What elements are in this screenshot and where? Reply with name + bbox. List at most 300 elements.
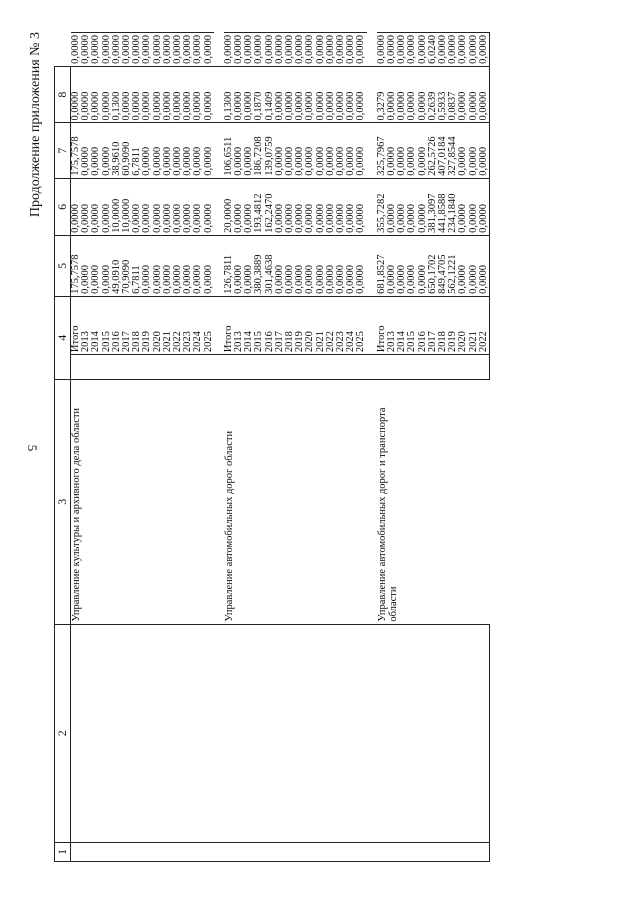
cell-spacer [326, 355, 336, 380]
cell-col2 [142, 624, 152, 842]
cell-col2 [91, 624, 101, 842]
cell-value: 0,0000 [112, 33, 122, 67]
cell-year: 2018 [285, 296, 295, 354]
cell-year: 2013 [81, 296, 91, 354]
cell-year: 2014 [91, 296, 101, 354]
cell-value: 0,0000 [183, 235, 193, 296]
cell-value: 186,7208 [254, 123, 264, 178]
cell-col2 [122, 624, 132, 842]
cell-value: 0,0000 [469, 66, 479, 123]
gap-cell [367, 624, 377, 842]
cell-value: 0,0000 [91, 66, 101, 123]
cell-value: 0,0000 [81, 178, 91, 235]
cell-year: 2023 [336, 296, 346, 354]
cell-col2 [428, 624, 438, 842]
cell-spacer [234, 355, 244, 380]
cell-value: 0,0000 [387, 235, 397, 296]
col-header-8: 8 [55, 66, 71, 123]
cell-year: 2015 [407, 296, 417, 354]
cell-value: 0,0000 [91, 33, 101, 67]
cell-value: 0,0000 [81, 66, 91, 123]
cell-value: 0,0000 [163, 235, 173, 296]
cell-value: 0,0000 [397, 123, 407, 178]
cell-col1 [356, 842, 366, 861]
cell-value: 0,0000 [153, 123, 163, 178]
cell-spacer [122, 355, 132, 380]
cell-value: 0,0000 [153, 33, 163, 67]
cell-value: 38,9610 [112, 123, 122, 178]
cell-value: 0,0000 [132, 33, 142, 67]
cell-value: 0,0000 [234, 33, 244, 67]
org-name: Управление культуры и архивного дела области [71, 379, 214, 624]
cell-value: 0,0000 [254, 33, 264, 67]
cell-value: 0,0000 [275, 178, 285, 235]
cell-value: 0,0000 [469, 123, 479, 178]
cell-col1 [336, 842, 346, 861]
cell-value: 0,0000 [285, 66, 295, 123]
cell-col1 [71, 842, 82, 861]
cell-col1 [448, 842, 458, 861]
cell-value: 0,0000 [71, 33, 82, 67]
cell-value: 0,0000 [295, 33, 305, 67]
cell-value: 0,0000 [81, 235, 91, 296]
cell-year: 2018 [132, 296, 142, 354]
cell-value: 0,0000 [153, 178, 163, 235]
gap-cell [214, 355, 224, 380]
col-header-5: 5 [55, 235, 71, 296]
cell-value: 0,0000 [204, 235, 214, 296]
cell-year: 2015 [102, 296, 112, 354]
cell-col1 [305, 842, 315, 861]
cell-col1 [132, 842, 142, 861]
cell-col2 [193, 624, 203, 842]
cell-value: 0,0000 [275, 33, 285, 67]
cell-value: 0,0000 [295, 235, 305, 296]
cell-value: 0,0000 [183, 178, 193, 235]
cell-spacer [316, 355, 326, 380]
cell-value: 0,0000 [81, 33, 91, 67]
cell-value: 0,0000 [418, 33, 428, 67]
cell-value: 0,0000 [204, 66, 214, 123]
cell-col2 [336, 624, 346, 842]
cell-col1 [285, 842, 295, 861]
cell-value: 126,7811 [224, 235, 234, 296]
cell-value: 234,1840 [448, 178, 458, 235]
cell-year: 2014 [244, 296, 254, 354]
gap-cell [214, 842, 224, 861]
cell-value: 0,0000 [479, 33, 490, 67]
cell-spacer [102, 355, 112, 380]
cell-value: 0,0000 [469, 33, 479, 67]
cell-col1 [224, 842, 234, 861]
col-header-4: 4 [55, 296, 71, 379]
cell-col2 [265, 624, 275, 842]
cell-year: 2014 [397, 296, 407, 354]
cell-col2 [275, 624, 285, 842]
cell-value: 0,0000 [387, 33, 397, 67]
cell-value: 0,0000 [469, 235, 479, 296]
cell-col1 [204, 842, 214, 861]
cell-value: 0,0000 [193, 178, 203, 235]
cell-col2 [224, 624, 234, 842]
cell-value: 0,0000 [193, 123, 203, 178]
cell-value: 0,0000 [316, 178, 326, 235]
cell-col2 [254, 624, 264, 842]
cell-value: 0,0000 [234, 178, 244, 235]
cell-col2 [458, 624, 468, 842]
cell-value: 0,0000 [407, 235, 417, 296]
cell-col1 [265, 842, 275, 861]
cell-value: 0,0000 [244, 33, 254, 67]
cell-col1 [479, 842, 490, 861]
cell-year: 2024 [346, 296, 356, 354]
cell-value: 0,0000 [458, 178, 468, 235]
cell-value: 0,0000 [102, 178, 112, 235]
cell-spacer [153, 355, 163, 380]
cell-value: 0,0000 [326, 235, 336, 296]
cell-value: 193,4812 [254, 178, 264, 235]
cell-value: 0,0000 [173, 235, 183, 296]
cell-col1 [428, 842, 438, 861]
cell-col2 [346, 624, 356, 842]
cell-col1 [407, 842, 417, 861]
cell-col1 [316, 842, 326, 861]
cell-spacer [254, 355, 264, 380]
cell-col1 [254, 842, 264, 861]
table-body [71, 33, 490, 862]
cell-spacer [407, 355, 417, 380]
cell-col2 [285, 624, 295, 842]
cell-value: 0,0000 [387, 123, 397, 178]
cell-value: 0,0000 [285, 33, 295, 67]
cell-col1 [91, 842, 101, 861]
cell-col2 [469, 624, 479, 842]
cell-value: 0,0000 [183, 123, 193, 178]
table-header-row [55, 33, 71, 862]
cell-col2 [397, 624, 407, 842]
cell-value: 0,0000 [71, 178, 82, 235]
cell-year: 2016 [265, 296, 275, 354]
cell-value: 0,0000 [346, 123, 356, 178]
cell-spacer [336, 355, 346, 380]
cell-value: 0,0000 [295, 66, 305, 123]
cell-value: 0,0000 [163, 123, 173, 178]
gap-cell [367, 842, 377, 861]
cell-year: 2022 [326, 296, 336, 354]
cell-year: Итого [71, 296, 82, 354]
cell-spacer [71, 355, 82, 380]
cell-value: 0,0000 [153, 66, 163, 123]
cell-col2 [183, 624, 193, 842]
gap-cell [367, 355, 377, 380]
cell-value: 0,0000 [458, 66, 468, 123]
cell-value: 0,0000 [244, 66, 254, 123]
cell-col2 [407, 624, 417, 842]
cell-value: 0,0000 [163, 66, 173, 123]
cell-col1 [122, 842, 132, 861]
cell-value: 0,0000 [356, 235, 366, 296]
cell-value: 0,0000 [244, 235, 254, 296]
cell-col1 [102, 842, 112, 861]
cell-year: 2017 [428, 296, 438, 354]
cell-value: 0,0000 [356, 178, 366, 235]
cell-value: 0,0000 [285, 235, 295, 296]
cell-value: 0,0000 [479, 235, 490, 296]
cell-col1 [469, 842, 479, 861]
cell-value: 0,0000 [469, 178, 479, 235]
cell-year: 2013 [234, 296, 244, 354]
cell-value: 327,8544 [448, 123, 458, 178]
cell-value: 0,1409 [265, 66, 275, 123]
cell-value: 0,0000 [418, 123, 428, 178]
cell-value: 0,0000 [326, 178, 336, 235]
cell-value: 0,0000 [326, 66, 336, 123]
cell-year: 2020 [153, 296, 163, 354]
cell-spacer [132, 355, 142, 380]
cell-spacer [285, 355, 295, 380]
cell-col1 [458, 842, 468, 861]
cell-year: 2025 [204, 296, 214, 354]
cell-value: 0,0000 [305, 123, 315, 178]
cell-value: 0,0000 [142, 66, 152, 123]
cell-col2 [438, 624, 448, 842]
cell-col1 [153, 842, 163, 861]
cell-spacer [458, 355, 468, 380]
cell-value: 0,0000 [356, 123, 366, 178]
cell-value: 0,0000 [336, 33, 346, 67]
cell-year: 2021 [316, 296, 326, 354]
cell-value: 355,7282 [377, 178, 387, 235]
cell-value: 0,0000 [204, 123, 214, 178]
cell-value: 0,0000 [336, 123, 346, 178]
cell-value: 0,0000 [275, 66, 285, 123]
cell-year: 2021 [163, 296, 173, 354]
cell-value: 60,9090 [122, 123, 132, 178]
cell-value: 0,0000 [387, 66, 397, 123]
cell-value: 162,2470 [265, 178, 275, 235]
cell-value: 10,0000 [112, 178, 122, 235]
cell-spacer [112, 355, 122, 380]
cell-year: 2025 [356, 296, 366, 354]
cell-year: 2016 [418, 296, 428, 354]
cell-spacer [346, 355, 356, 380]
cell-value: 381,3097 [428, 178, 438, 235]
cell-spacer [479, 355, 490, 380]
cell-col2 [326, 624, 336, 842]
cell-year: 2017 [122, 296, 132, 354]
cell-value: 0,0000 [285, 178, 295, 235]
cell-value: 0,0000 [305, 235, 315, 296]
cell-value: 0,0000 [234, 235, 244, 296]
cell-value: 0,0000 [224, 33, 234, 67]
cell-value: 0,0000 [193, 33, 203, 67]
col-header-1: 1 [55, 842, 71, 861]
cell-value: 0,0000 [397, 178, 407, 235]
cell-spacer [204, 355, 214, 380]
cell-value: 0,0000 [356, 33, 366, 67]
cell-col1 [193, 842, 203, 861]
cell-value: 0,0000 [132, 66, 142, 123]
cell-spacer [173, 355, 183, 380]
cell-year: 2018 [438, 296, 448, 354]
cell-value: 0,0000 [418, 235, 428, 296]
cell-value: 0,0000 [244, 123, 254, 178]
cell-value: 0,1300 [112, 66, 122, 123]
cell-col1 [112, 842, 122, 861]
cell-value: 0,0837 [448, 66, 458, 123]
cell-value: 0,0000 [336, 66, 346, 123]
cell-col1 [275, 842, 285, 861]
cell-year: 2019 [295, 296, 305, 354]
cell-value: 0,0000 [387, 178, 397, 235]
cell-value: 0,0000 [163, 178, 173, 235]
cell-value: 0,0000 [407, 123, 417, 178]
cell-col1 [397, 842, 407, 861]
cell-col1 [234, 842, 244, 861]
cell-value: 0,0000 [142, 178, 152, 235]
cell-col2 [71, 624, 82, 842]
cell-spacer [295, 355, 305, 380]
cell-col2 [448, 624, 458, 842]
cell-spacer [397, 355, 407, 380]
cell-value: 0,0000 [295, 123, 305, 178]
cell-spacer [183, 355, 193, 380]
rotated-page [28, 32, 608, 862]
page-number: 5 [25, 444, 40, 452]
cell-spacer [81, 355, 91, 380]
cell-value: 0,0000 [336, 178, 346, 235]
cell-spacer [356, 355, 366, 380]
cell-value: 0,0000 [346, 33, 356, 67]
cell-value: 0,5933 [438, 66, 448, 123]
org-name: Управление автомобильных дорог области [224, 379, 367, 624]
cell-col2 [387, 624, 397, 842]
cell-value: 0,0000 [183, 33, 193, 67]
cell-spacer [387, 355, 397, 380]
cell-value: 0,0000 [244, 178, 254, 235]
cell-value: 0,0000 [397, 33, 407, 67]
cell-value: 0,0000 [448, 33, 458, 67]
cell-col1 [377, 842, 387, 861]
cell-value: 70,9090 [122, 235, 132, 296]
cell-col2 [295, 624, 305, 842]
cell-year: Итого [224, 296, 234, 354]
org-name: Управление автомобильных дорог и транспорта области [377, 379, 490, 624]
cell-spacer [224, 355, 234, 380]
cell-value: 0,0000 [407, 66, 417, 123]
appendix-heading: Продолжение приложения № 3 [28, 32, 43, 218]
cell-value: 0,0000 [91, 123, 101, 178]
cell-value: 0,0000 [418, 66, 428, 123]
cell-spacer [244, 355, 254, 380]
cell-value: 0,0000 [275, 235, 285, 296]
cell-value: 0,0000 [122, 33, 132, 67]
cell-value: 0,0000 [356, 66, 366, 123]
cell-col2 [112, 624, 122, 842]
cell-value: 0,0000 [91, 178, 101, 235]
cell-value: 0,0000 [479, 66, 490, 123]
cell-value: 0,0000 [122, 66, 132, 123]
cell-spacer [142, 355, 152, 380]
cell-value: 0,0000 [326, 123, 336, 178]
cell-value: 0,0000 [275, 123, 285, 178]
cell-value: 0,0000 [346, 235, 356, 296]
cell-value: 0,0000 [71, 66, 82, 123]
cell-value: 0,3279 [377, 66, 387, 123]
cell-value: 0,0000 [234, 66, 244, 123]
cell-spacer [438, 355, 448, 380]
cell-col1 [142, 842, 152, 861]
gap-cell [214, 624, 224, 842]
cell-spacer [428, 355, 438, 380]
cell-value: 0,0000 [316, 33, 326, 67]
cell-value: 0,0000 [336, 235, 346, 296]
cell-col1 [418, 842, 428, 861]
cell-value: 0,0000 [438, 33, 448, 67]
cell-value: 0,0000 [458, 33, 468, 67]
cell-value: 0,2639 [428, 66, 438, 123]
cell-col2 [377, 624, 387, 842]
cell-value: 0,0000 [132, 178, 142, 235]
cell-value: 0,0000 [479, 178, 490, 235]
cell-value: 650,1702 [428, 235, 438, 296]
cell-spacer [448, 355, 458, 380]
cell-value: 0,0000 [163, 33, 173, 67]
cell-value: 0,0000 [305, 178, 315, 235]
cell-value: 0,0000 [326, 33, 336, 67]
cell-value: 407,0184 [438, 123, 448, 178]
cell-value: 0,0000 [458, 123, 468, 178]
cell-year: 2020 [458, 296, 468, 354]
cell-year: 2015 [254, 296, 264, 354]
cell-year: 2013 [387, 296, 397, 354]
cell-col1 [81, 842, 91, 861]
cell-value: 0,0000 [102, 33, 112, 67]
cell-col2 [418, 624, 428, 842]
cell-year: 2022 [479, 296, 490, 354]
cell-value: 20,0000 [224, 178, 234, 235]
cell-spacer [418, 355, 428, 380]
cell-value: 0,0000 [142, 33, 152, 67]
cell-col2 [153, 624, 163, 842]
cell-col2 [316, 624, 326, 842]
cell-col2 [102, 624, 112, 842]
cell-value: 0,0000 [204, 33, 214, 67]
cell-value: 10,0000 [122, 178, 132, 235]
cell-value: 301,4638 [265, 235, 275, 296]
col-header-2: 2 [55, 624, 71, 842]
cell-value: 0,0000 [407, 33, 417, 67]
cell-year: Итого [377, 296, 387, 354]
appendix-table [54, 32, 490, 862]
col-header-3: 3 [55, 379, 71, 624]
gap-cell [367, 379, 377, 624]
cell-col1 [173, 842, 183, 861]
cell-value: 0,0000 [377, 33, 387, 67]
cell-value: 0,0000 [305, 66, 315, 123]
cell-col2 [244, 624, 254, 842]
cell-year: 2023 [183, 296, 193, 354]
cell-value: 0,0000 [418, 178, 428, 235]
cell-value: 325,7967 [377, 123, 387, 178]
cell-value: 0,0000 [346, 66, 356, 123]
cell-value: 6,7811 [132, 235, 142, 296]
cell-spacer [193, 355, 203, 380]
cell-spacer [265, 355, 275, 380]
cell-year: 2019 [142, 296, 152, 354]
col-header-6: 6 [55, 178, 71, 235]
cell-value: 0,0000 [81, 123, 91, 178]
